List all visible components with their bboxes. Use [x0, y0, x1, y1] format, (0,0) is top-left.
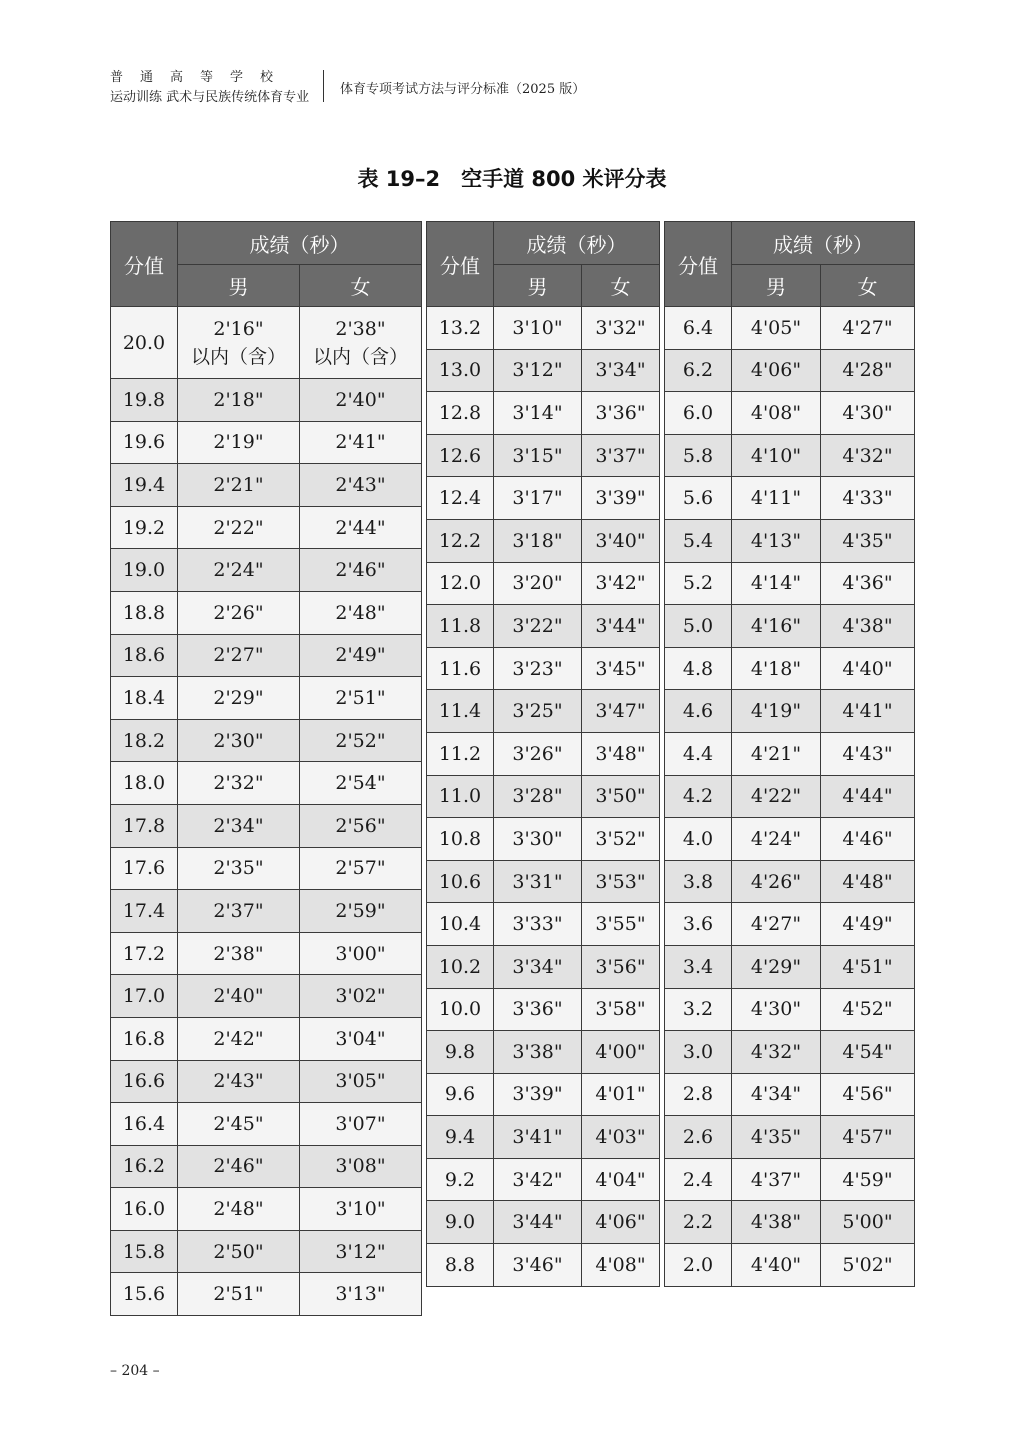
- male-time-cell: 3'41": [494, 1116, 582, 1159]
- male-time-cell: 4'21": [732, 732, 821, 775]
- female-time-cell: 3'47": [582, 690, 660, 733]
- score-cell: 17.4: [111, 890, 178, 933]
- score-cell: 17.0: [111, 975, 178, 1018]
- female-time-cell: 3'52": [582, 818, 660, 861]
- score-cell: 11.4: [427, 690, 494, 733]
- score-cell: 4.0: [665, 818, 732, 861]
- male-time-cell: 3'14": [494, 392, 582, 435]
- male-time-cell: 4'14": [732, 562, 821, 605]
- table-row: [111, 677, 422, 720]
- male-time-cell: 2'48": [178, 1188, 300, 1231]
- score-cell: 11.8: [427, 605, 494, 648]
- score-cell: 3.8: [665, 860, 732, 903]
- score-cell: 12.2: [427, 519, 494, 562]
- score-cell: 5.2: [665, 562, 732, 605]
- table-row: [111, 762, 422, 805]
- table-row: [665, 1031, 915, 1074]
- female-time-cell: 4'40": [821, 647, 915, 690]
- table-row: [111, 1103, 422, 1146]
- male-time-cell: 4'40": [732, 1244, 821, 1287]
- female-time-cell: 3'45": [582, 647, 660, 690]
- score-cell: 18.8: [111, 591, 178, 634]
- score-cell: 19.6: [111, 421, 178, 464]
- table-row: [665, 945, 915, 988]
- female-time-cell: 4'00": [582, 1031, 660, 1074]
- score-cell: 10.8: [427, 818, 494, 861]
- score-cell: 2.6: [665, 1116, 732, 1159]
- score-cell: 4.2: [665, 775, 732, 818]
- male-time-cell: 3'25": [494, 690, 582, 733]
- score-cell: 19.4: [111, 464, 178, 507]
- male-time-cell: 4'38": [732, 1201, 821, 1244]
- male-time-cell: 2'21": [178, 464, 300, 507]
- table-row: [427, 775, 660, 818]
- female-time-cell: 3'08": [300, 1145, 422, 1188]
- score-cell: 11.2: [427, 732, 494, 775]
- female-time-cell: 3'40": [582, 519, 660, 562]
- table-row: [427, 1116, 660, 1159]
- score-cell: 17.8: [111, 804, 178, 847]
- female-time-cell: 4'48": [821, 860, 915, 903]
- female-time-cell: 4'51": [821, 945, 915, 988]
- header-book-title: 体育专项考试方法与评分标准（2025 版）: [340, 82, 586, 97]
- male-time-cell: 4'34": [732, 1073, 821, 1116]
- male-time-cell: 2'27": [178, 634, 300, 677]
- table-row: [665, 860, 915, 903]
- score-cell: 5.4: [665, 519, 732, 562]
- male-time-cell: 2'51": [178, 1273, 300, 1316]
- table-row: [427, 562, 660, 605]
- male-time-cell: 4'19": [732, 690, 821, 733]
- table-row: [665, 562, 915, 605]
- male-time-cell: 2'24": [178, 549, 300, 592]
- score-header: 分值: [111, 222, 178, 307]
- score-cell: 12.0: [427, 562, 494, 605]
- score-cell: 18.6: [111, 634, 178, 677]
- table-row: [665, 1073, 915, 1116]
- female-time-cell: 3'02": [300, 975, 422, 1018]
- female-time-cell: 4'06": [582, 1201, 660, 1244]
- male-time-cell: 4'37": [732, 1158, 821, 1201]
- female-time-cell: 2'49": [300, 634, 422, 677]
- male-time-cell: 4'18": [732, 647, 821, 690]
- female-time-cell: 2'41": [300, 421, 422, 464]
- table-row: [427, 690, 660, 733]
- score-cell: 3.2: [665, 988, 732, 1031]
- score-cell: 9.6: [427, 1073, 494, 1116]
- male-time-cell: 2'19": [178, 421, 300, 464]
- score-cell: 10.4: [427, 903, 494, 946]
- table-row: [665, 519, 915, 562]
- male-time-cell: 4'05": [732, 307, 821, 350]
- result-header: 成绩（秒）: [178, 222, 422, 265]
- male-time-cell: 3'10": [494, 307, 582, 350]
- female-time-cell: 3'13": [300, 1273, 422, 1316]
- male-time-cell: 2'37": [178, 890, 300, 933]
- score-cell: 5.6: [665, 477, 732, 520]
- female-time-cell: 3'34": [582, 349, 660, 392]
- score-cell: 11.0: [427, 775, 494, 818]
- score-cell: 6.0: [665, 392, 732, 435]
- table-row: [427, 945, 660, 988]
- male-header: 男: [178, 265, 300, 307]
- table-row: [111, 1017, 422, 1060]
- table-row: [427, 1158, 660, 1201]
- male-time-cell: 4'29": [732, 945, 821, 988]
- table-row: [427, 732, 660, 775]
- female-time-cell: 5'02": [821, 1244, 915, 1287]
- female-time-cell: 2'51": [300, 677, 422, 720]
- female-time-cell: 3'12": [300, 1230, 422, 1273]
- male-time-cell: 2'35": [178, 847, 300, 890]
- male-time-cell: 4'10": [732, 434, 821, 477]
- female-time-cell: 3'07": [300, 1103, 422, 1146]
- score-cell: 16.8: [111, 1017, 178, 1060]
- male-time-cell: 4'06": [732, 349, 821, 392]
- score-cell: 5.8: [665, 434, 732, 477]
- female-time-cell: 4'04": [582, 1158, 660, 1201]
- score-cell: 10.6: [427, 860, 494, 903]
- male-time-cell: 4'27": [732, 903, 821, 946]
- female-time-cell: 3'55": [582, 903, 660, 946]
- score-cell: 2.2: [665, 1201, 732, 1244]
- table-row: [427, 988, 660, 1031]
- female-time-cell: 3'50": [582, 775, 660, 818]
- female-time-cell: 2'56": [300, 804, 422, 847]
- male-time-cell: 4'11": [732, 477, 821, 520]
- table-row: [427, 903, 660, 946]
- female-time-cell: 4'33": [821, 477, 915, 520]
- female-time-cell: 3'48": [582, 732, 660, 775]
- table-row: [111, 1145, 422, 1188]
- female-time-cell: 2'52": [300, 719, 422, 762]
- table-row: [427, 349, 660, 392]
- score-cell: 12.8: [427, 392, 494, 435]
- table-row: [665, 477, 915, 520]
- score-cell: 3.0: [665, 1031, 732, 1074]
- score-cell: 19.2: [111, 506, 178, 549]
- score-cell: 9.2: [427, 1158, 494, 1201]
- male-time-cell: 2'40": [178, 975, 300, 1018]
- female-time-cell: 2'57": [300, 847, 422, 890]
- female-time-cell: 4'56": [821, 1073, 915, 1116]
- score-cell: 10.2: [427, 945, 494, 988]
- score-cell: 8.8: [427, 1244, 494, 1287]
- table-row: [665, 434, 915, 477]
- table-row: [427, 307, 660, 350]
- male-time-cell: 2'18": [178, 379, 300, 422]
- score-header: 分值: [427, 222, 494, 307]
- score-cell: 12.6: [427, 434, 494, 477]
- table-row: [665, 307, 915, 350]
- table-row: [111, 975, 422, 1018]
- male-time-cell: 2'43": [178, 1060, 300, 1103]
- table-row: [665, 647, 915, 690]
- female-time-cell: 3'44": [582, 605, 660, 648]
- score-cell: 2.8: [665, 1073, 732, 1116]
- table-row: [427, 1031, 660, 1074]
- female-time-cell: 3'36": [582, 392, 660, 435]
- score-cell: 5.0: [665, 605, 732, 648]
- female-time-cell: 2'38" 以内（含）: [300, 307, 422, 379]
- table-row: [665, 818, 915, 861]
- female-time-cell: 3'39": [582, 477, 660, 520]
- male-time-cell: 3'20": [494, 562, 582, 605]
- female-time-cell: 4'03": [582, 1116, 660, 1159]
- male-time-cell: 3'36": [494, 988, 582, 1031]
- female-time-cell: 4'30": [821, 392, 915, 435]
- page-number: – 204 –: [110, 1363, 160, 1379]
- female-header: 女: [582, 265, 660, 307]
- score-cell: 13.0: [427, 349, 494, 392]
- table-row: [111, 421, 422, 464]
- male-time-cell: 3'23": [494, 647, 582, 690]
- female-time-cell: 4'41": [821, 690, 915, 733]
- result-header: 成绩（秒）: [494, 222, 660, 265]
- score-cell: 18.4: [111, 677, 178, 720]
- table-row: [665, 605, 915, 648]
- header-institution: 普通高等学校: [110, 70, 291, 85]
- table-row: [111, 719, 422, 762]
- table-row: [427, 477, 660, 520]
- score-header: 分值: [665, 222, 732, 307]
- male-time-cell: 3'22": [494, 605, 582, 648]
- table-row: [111, 890, 422, 933]
- table-row: [111, 307, 422, 379]
- male-time-cell: 4'30": [732, 988, 821, 1031]
- table-row: [427, 519, 660, 562]
- female-time-cell: 2'48": [300, 591, 422, 634]
- female-time-cell: 4'01": [582, 1073, 660, 1116]
- table-row: [111, 1188, 422, 1231]
- table-row: [427, 818, 660, 861]
- male-time-cell: 3'38": [494, 1031, 582, 1074]
- table-row: [427, 434, 660, 477]
- female-time-cell: 3'37": [582, 434, 660, 477]
- female-time-cell: 5'00": [821, 1201, 915, 1244]
- female-time-cell: 3'05": [300, 1060, 422, 1103]
- female-time-cell: 3'32": [582, 307, 660, 350]
- male-time-cell: 3'18": [494, 519, 582, 562]
- table-row: [111, 1230, 422, 1273]
- table-row: [665, 349, 915, 392]
- male-time-cell: 3'26": [494, 732, 582, 775]
- score-cell: 6.2: [665, 349, 732, 392]
- table-row: [665, 690, 915, 733]
- table-row: [111, 549, 422, 592]
- male-time-cell: 2'30": [178, 719, 300, 762]
- score-cell: 16.4: [111, 1103, 178, 1146]
- female-time-cell: 3'04": [300, 1017, 422, 1060]
- male-time-cell: 4'35": [732, 1116, 821, 1159]
- score-cell: 4.8: [665, 647, 732, 690]
- male-time-cell: 3'17": [494, 477, 582, 520]
- female-time-cell: 3'42": [582, 562, 660, 605]
- table-row: [665, 775, 915, 818]
- score-cell: 9.4: [427, 1116, 494, 1159]
- male-time-cell: 3'42": [494, 1158, 582, 1201]
- female-time-cell: 2'43": [300, 464, 422, 507]
- male-time-cell: 2'42": [178, 1017, 300, 1060]
- female-header: 女: [821, 265, 915, 307]
- score-cell: 13.2: [427, 307, 494, 350]
- male-time-cell: 2'50": [178, 1230, 300, 1273]
- female-time-cell: 2'59": [300, 890, 422, 933]
- male-time-cell: 4'08": [732, 392, 821, 435]
- female-time-cell: 2'40": [300, 379, 422, 422]
- male-time-cell: 2'38": [178, 932, 300, 975]
- male-time-cell: 3'39": [494, 1073, 582, 1116]
- male-time-cell: 2'16" 以内（含）: [178, 307, 300, 379]
- male-time-cell: 3'44": [494, 1201, 582, 1244]
- female-time-cell: 3'53": [582, 860, 660, 903]
- score-cell: 19.0: [111, 549, 178, 592]
- table-row: [427, 1244, 660, 1287]
- male-time-cell: 3'15": [494, 434, 582, 477]
- male-time-cell: 3'12": [494, 349, 582, 392]
- female-time-cell: 4'36": [821, 562, 915, 605]
- table-row: [111, 847, 422, 890]
- score-cell: 4.4: [665, 732, 732, 775]
- male-time-cell: 4'13": [732, 519, 821, 562]
- female-time-cell: 4'38": [821, 605, 915, 648]
- male-time-cell: 3'46": [494, 1244, 582, 1287]
- table-row: [427, 605, 660, 648]
- male-time-cell: 4'26": [732, 860, 821, 903]
- female-time-cell: 4'27": [821, 307, 915, 350]
- header-divider: [323, 70, 324, 102]
- female-time-cell: 3'10": [300, 1188, 422, 1231]
- male-header: 男: [494, 265, 582, 307]
- female-time-cell: 4'49": [821, 903, 915, 946]
- male-header: 男: [732, 265, 821, 307]
- table-row: [427, 1201, 660, 1244]
- score-cell: 9.0: [427, 1201, 494, 1244]
- header-major: 运动训练 武术与民族传统体育专业: [110, 90, 310, 105]
- table-row: [665, 1244, 915, 1287]
- result-header: 成绩（秒）: [732, 222, 915, 265]
- male-time-cell: 4'16": [732, 605, 821, 648]
- table-row: [427, 860, 660, 903]
- female-time-cell: 4'44": [821, 775, 915, 818]
- female-time-cell: 4'35": [821, 519, 915, 562]
- table-row: [111, 464, 422, 507]
- male-time-cell: 3'34": [494, 945, 582, 988]
- score-cell: 19.8: [111, 379, 178, 422]
- table-row: [665, 392, 915, 435]
- male-time-cell: 3'28": [494, 775, 582, 818]
- table-row: [111, 804, 422, 847]
- score-table-part-1: [110, 221, 422, 1316]
- table-row: [427, 392, 660, 435]
- table-row: [665, 1158, 915, 1201]
- table-row: [111, 591, 422, 634]
- table-row: [111, 1273, 422, 1316]
- score-cell: 17.6: [111, 847, 178, 890]
- table-row: [427, 647, 660, 690]
- female-time-cell: 4'52": [821, 988, 915, 1031]
- male-time-cell: 2'29": [178, 677, 300, 720]
- female-time-cell: 2'54": [300, 762, 422, 805]
- male-time-cell: 4'22": [732, 775, 821, 818]
- score-cell: 12.4: [427, 477, 494, 520]
- male-time-cell: 4'24": [732, 818, 821, 861]
- table-row: [427, 1073, 660, 1116]
- male-time-cell: 2'45": [178, 1103, 300, 1146]
- female-time-cell: 2'44": [300, 506, 422, 549]
- table-row: [111, 506, 422, 549]
- score-cell: 15.8: [111, 1230, 178, 1273]
- score-cell: 17.2: [111, 932, 178, 975]
- female-time-cell: 4'54": [821, 1031, 915, 1074]
- score-table-part-2: [426, 221, 660, 1287]
- score-cell: 6.4: [665, 307, 732, 350]
- score-cell: 10.0: [427, 988, 494, 1031]
- female-time-cell: 4'46": [821, 818, 915, 861]
- score-cell: 16.2: [111, 1145, 178, 1188]
- score-cell: 2.4: [665, 1158, 732, 1201]
- female-time-cell: 2'46": [300, 549, 422, 592]
- score-cell: 3.4: [665, 945, 732, 988]
- female-time-cell: 3'56": [582, 945, 660, 988]
- table-row: [111, 1060, 422, 1103]
- male-time-cell: 2'34": [178, 804, 300, 847]
- table-row: [665, 903, 915, 946]
- table-row: [665, 1201, 915, 1244]
- score-cell: 20.0: [111, 307, 178, 379]
- table-row: [111, 634, 422, 677]
- female-time-cell: 4'59": [821, 1158, 915, 1201]
- female-header: 女: [300, 265, 422, 307]
- table-row: [111, 379, 422, 422]
- female-time-cell: 4'57": [821, 1116, 915, 1159]
- male-time-cell: 2'46": [178, 1145, 300, 1188]
- female-time-cell: 4'32": [821, 434, 915, 477]
- male-time-cell: 3'31": [494, 860, 582, 903]
- score-table-part-3: [664, 221, 915, 1287]
- male-time-cell: 2'22": [178, 506, 300, 549]
- male-time-cell: 4'32": [732, 1031, 821, 1074]
- table-title: 表 19–2 空手道 800 米评分表: [357, 167, 667, 191]
- male-time-cell: 3'30": [494, 818, 582, 861]
- female-time-cell: 4'28": [821, 349, 915, 392]
- score-cell: 18.2: [111, 719, 178, 762]
- table-row: [111, 932, 422, 975]
- male-time-cell: 2'26": [178, 591, 300, 634]
- female-time-cell: 3'58": [582, 988, 660, 1031]
- score-cell: 11.6: [427, 647, 494, 690]
- table-row: [665, 988, 915, 1031]
- female-time-cell: 3'00": [300, 932, 422, 975]
- score-cell: 15.6: [111, 1273, 178, 1316]
- table-row: [665, 1116, 915, 1159]
- score-cell: 3.6: [665, 903, 732, 946]
- male-time-cell: 2'32": [178, 762, 300, 805]
- table-row: [665, 732, 915, 775]
- score-cell: 18.0: [111, 762, 178, 805]
- score-cell: 16.6: [111, 1060, 178, 1103]
- score-cell: 2.0: [665, 1244, 732, 1287]
- female-time-cell: 4'08": [582, 1244, 660, 1287]
- running-header-left: [110, 68, 309, 108]
- male-time-cell: 3'33": [494, 903, 582, 946]
- female-time-cell: 4'43": [821, 732, 915, 775]
- score-cell: 4.6: [665, 690, 732, 733]
- score-cell: 16.0: [111, 1188, 178, 1231]
- score-cell: 9.8: [427, 1031, 494, 1074]
